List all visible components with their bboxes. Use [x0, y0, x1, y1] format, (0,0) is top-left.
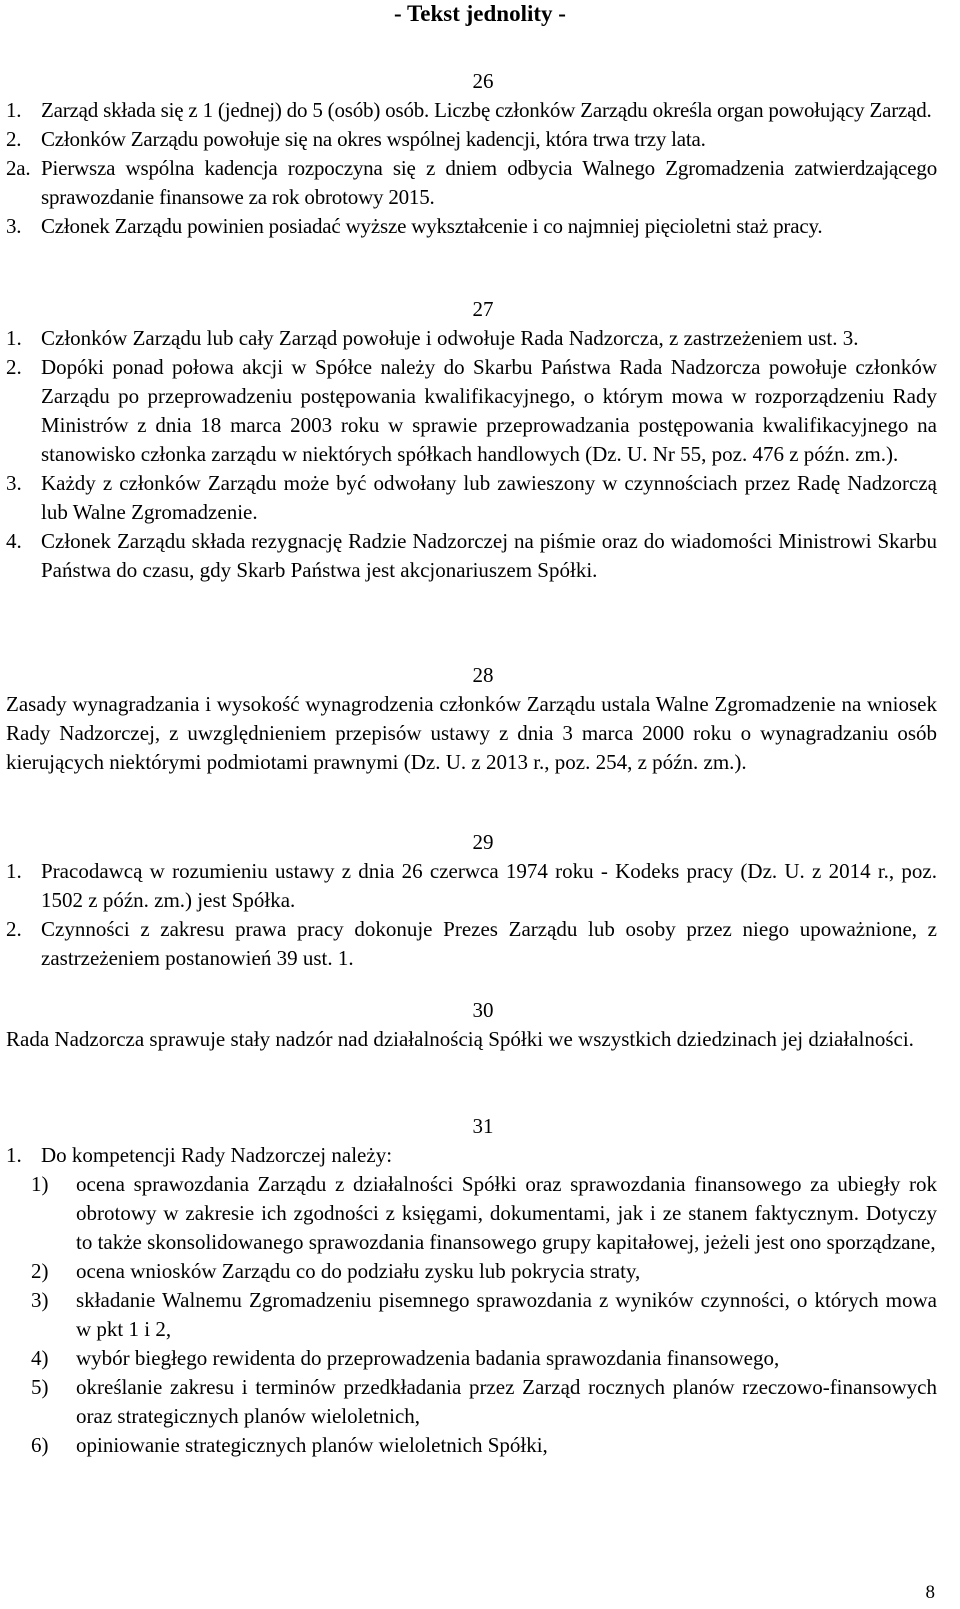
section-26: [0, 67, 960, 241]
item-number: 1.: [6, 1143, 22, 1167]
list-item: [0, 1141, 960, 1170]
item-text: Każdy z członków Zarządu może być odwołany lub zawieszony w czynnościach przez Radę Nadzorczą lub Walne Zgromadzenie.: [41, 471, 937, 524]
section-heading: 29: [472, 830, 494, 854]
item-number: 2a.: [6, 156, 31, 180]
list-item: [0, 212, 960, 241]
section-paragraph: Zasady wynagradzania i wysokość wynagrodzenia członków Zarządu ustala Walne Zgromadzenie na wniosek Rady Nadzorczej, z uwzględnieniem przepisów ustawy z dnia 3 marca 2000 roku o wynagradzaniu osób kierujących niektórymi podmiotami prawnymi (Dz. U. z 2013 r., poz. 254, z późn. zm.).: [6, 692, 937, 774]
sub-list-item: [0, 1286, 960, 1344]
section-30: [0, 996, 960, 1054]
document-title: - Tekst jednolity -: [394, 1, 566, 26]
section-heading: 27: [472, 297, 494, 321]
item-text: Członek Zarządu powinien posiadać wyższe wykształcenie i co najmniej pięcioletni staż pracy.: [41, 214, 823, 238]
item-text: Zarząd składa się z 1 (jednej) do 5 (osób) osób. Liczbę członków Zarządu określa organ powołujący Zarząd.: [41, 98, 932, 122]
list-item: [0, 96, 960, 125]
sub-list-item: [0, 1170, 960, 1257]
list-item: [0, 527, 960, 585]
item-number: 2): [31, 1259, 49, 1283]
item-number: 3.: [6, 471, 22, 495]
section-paragraph: Rada Nadzorcza sprawuje stały nadzór nad działalnością Spółki we wszystkich dziedzinach jej działalności.: [6, 1027, 914, 1051]
item-text: wybór biegłego rewidenta do przeprowadzenia badania sprawozdania finansowego,: [76, 1346, 780, 1370]
list-item: [0, 324, 960, 353]
item-number: 2.: [6, 917, 22, 941]
section-heading: 26: [472, 69, 494, 93]
section-29: [0, 828, 960, 973]
sub-list-item: [0, 1344, 960, 1373]
section-31: [0, 1112, 960, 1460]
item-text: Czynności z zakresu prawa pracy dokonuje Prezes Zarządu lub osoby przez niego upoważnione, z zastrzeżeniem postanowień 39 ust. 1.: [41, 917, 937, 970]
item-number: 1.: [6, 859, 22, 883]
item-text: składanie Walnemu Zgromadzeniu pisemnego sprawozdania z wyników czynności, o których mowa w pkt 1 i 2,: [76, 1288, 937, 1341]
page-number: 8: [925, 1582, 935, 1603]
list-item: [0, 125, 960, 154]
item-text: określanie zakresu i terminów przedkładania przez Zarząd rocznych planów rzeczowo-finansowych oraz strategicznych planów wieloletnich,: [76, 1375, 937, 1428]
item-text: ocena sprawozdania Zarządu z działalności Spółki oraz sprawozdania finansowego za ubiegły rok obrotowy w zakresie ich zgodności z księgami, dokumentami, jak i ze stanem faktycznym. Dotyczy to także skonsolidowanego sprawozdania finansowego grupy kapitałowej, jeżeli jest ono sporządzane,: [76, 1172, 937, 1254]
item-text: Dopóki ponad połowa akcji w Spółce należy do Skarbu Państwa Rada Nadzorcza powołuje członków Zarządu po przeprowadzeniu postępowania kwalifikacyjnego, o którym mowa w rozporządzeniu Rady Ministrów z dnia 18 marca 2003 roku w sprawie przeprowadzania postępowania kwalifikacyjnego na stanowisko członka zarządu w niektórych spółkach handlowych (Dz. U. Nr 55, poz. 476 z późn. zm.).: [41, 355, 937, 466]
list-item: [0, 469, 960, 527]
sub-list-item: [0, 1373, 960, 1431]
item-text: Członek Zarządu składa rezygnację Radzie Nadzorczej na piśmie oraz do wiadomości Ministrowi Skarbu Państwa do czasu, gdy Skarb Państwa jest akcjonariuszem Spółki.: [41, 529, 937, 582]
section-heading: 31: [472, 1114, 494, 1138]
item-number: 1.: [6, 98, 22, 122]
item-number: 3.: [6, 214, 22, 238]
item-text: Członków Zarządu lub cały Zarząd powołuje i odwołuje Rada Nadzorcza, z zastrzeżeniem ust. 3.: [41, 326, 859, 350]
sub-list-item: [0, 1431, 960, 1460]
section-heading: 28: [472, 663, 494, 687]
section-heading: 30: [472, 998, 494, 1022]
item-text: Pracodawcą w rozumieniu ustawy z dnia 26 czerwca 1974 roku - Kodeks pracy (Dz. U. z 2014 r., poz. 1502 z późn. zm.) jest Spółka.: [41, 859, 937, 912]
sub-list-item: [0, 1257, 960, 1286]
item-text: ocena wniosków Zarządu co do podziału zysku lub pokrycia straty,: [76, 1259, 641, 1283]
item-number: 3): [31, 1288, 49, 1312]
list-item: [0, 353, 960, 469]
section-28: [0, 661, 960, 777]
item-number: 2.: [6, 355, 22, 379]
item-number: 2.: [6, 127, 22, 151]
list-item: [0, 915, 960, 973]
item-number: 5): [31, 1375, 49, 1399]
item-text: Pierwsza wspólna kadencja rozpoczyna się z dniem odbycia Walnego Zgromadzenia zatwierdzającego sprawozdanie finansowe za rok obrotowy 2015.: [41, 156, 937, 209]
item-number: 4.: [6, 529, 22, 553]
item-text: Do kompetencji Rady Nadzorczej należy:: [41, 1143, 393, 1167]
item-text: Członków Zarządu powołuje się na okres wspólnej kadencji, która trwa trzy lata.: [41, 127, 706, 151]
item-number: 1.: [6, 326, 22, 350]
section-27: [0, 295, 960, 585]
item-text: opiniowanie strategicznych planów wieloletnich Spółki,: [76, 1433, 548, 1457]
list-item: [0, 154, 960, 212]
item-number: 6): [31, 1433, 49, 1457]
item-number: 1): [31, 1172, 49, 1196]
list-item: [0, 857, 960, 915]
item-number: 4): [31, 1346, 49, 1370]
